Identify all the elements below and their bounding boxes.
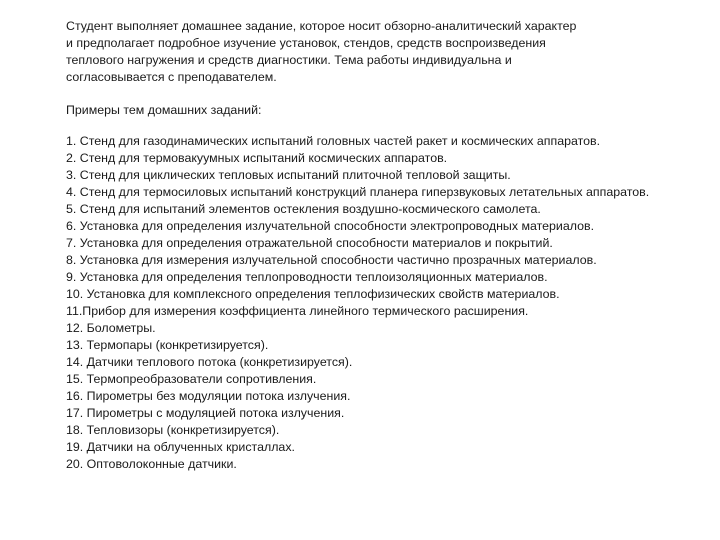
list-item: 17. Пирометры с модуляцией потока излучения. <box>66 406 345 420</box>
list-item: 12. Болометры. <box>66 321 156 335</box>
list-item: 4. Стенд для термосиловых испытаний конструкций планера гиперзвуковых летательных аппаратов. <box>66 185 650 199</box>
list-item: 20. Оптоволоконные датчики. <box>66 457 237 471</box>
list-item: 9. Установка для определения теплопроводности теплоизоляционных материалов. <box>66 270 548 284</box>
list-item: 11.Прибор для измерения коэффициента линейного термического расширения. <box>66 304 529 318</box>
list-item: 3. Стенд для циклических тепловых испытаний плиточной тепловой защиты. <box>66 168 511 182</box>
list-item: 15. Термопреобразователи сопротивления. <box>66 372 317 386</box>
list-item: 2. Стенд для термовакуумных испытаний космических аппаратов. <box>66 151 448 165</box>
list-item: 1. Стенд для газодинамических испытаний головных частей ракет и космических аппаратов. <box>66 134 601 148</box>
list-item: 10. Установка для комплексного определения теплофизических свойств материалов. <box>66 287 560 301</box>
list-item: 7. Установка для определения отражательной способности материалов и покрытий. <box>66 236 553 250</box>
list-item: 6. Установка для определения излучательной способности электропроводных материалов. <box>66 219 595 233</box>
list-item: 16. Пирометры без модуляции потока излучения. <box>66 389 351 403</box>
list-item: 13. Термопары (конкретизируется). <box>66 338 269 352</box>
list-item: 18. Тепловизоры (конкретизируется). <box>66 423 280 437</box>
list-item: 5. Стенд для испытаний элементов остекления воздушно-космического самолета. <box>66 202 541 216</box>
list-item: 8. Установка для измерения излучательной способности частично прозрачных материалов. <box>66 253 597 267</box>
topic-list <box>66 133 666 473</box>
intro-paragraph: Студент выполняет домашнее задание, которое носит обзорно-аналитический характер и предполагает подробное изучение установок, стендов, средств воспроизведения теплового нагружения и средств диагностики. Тема работы индивидуальна и согласовывается с преподавателем. <box>66 19 577 84</box>
document-page <box>66 18 666 473</box>
examples-heading: Примеры тем домашних заданий: <box>66 103 262 117</box>
list-item: 14. Датчики теплового потока (конкретизируется). <box>66 355 353 369</box>
list-item: 19. Датчики на облученных кристаллах. <box>66 440 295 454</box>
